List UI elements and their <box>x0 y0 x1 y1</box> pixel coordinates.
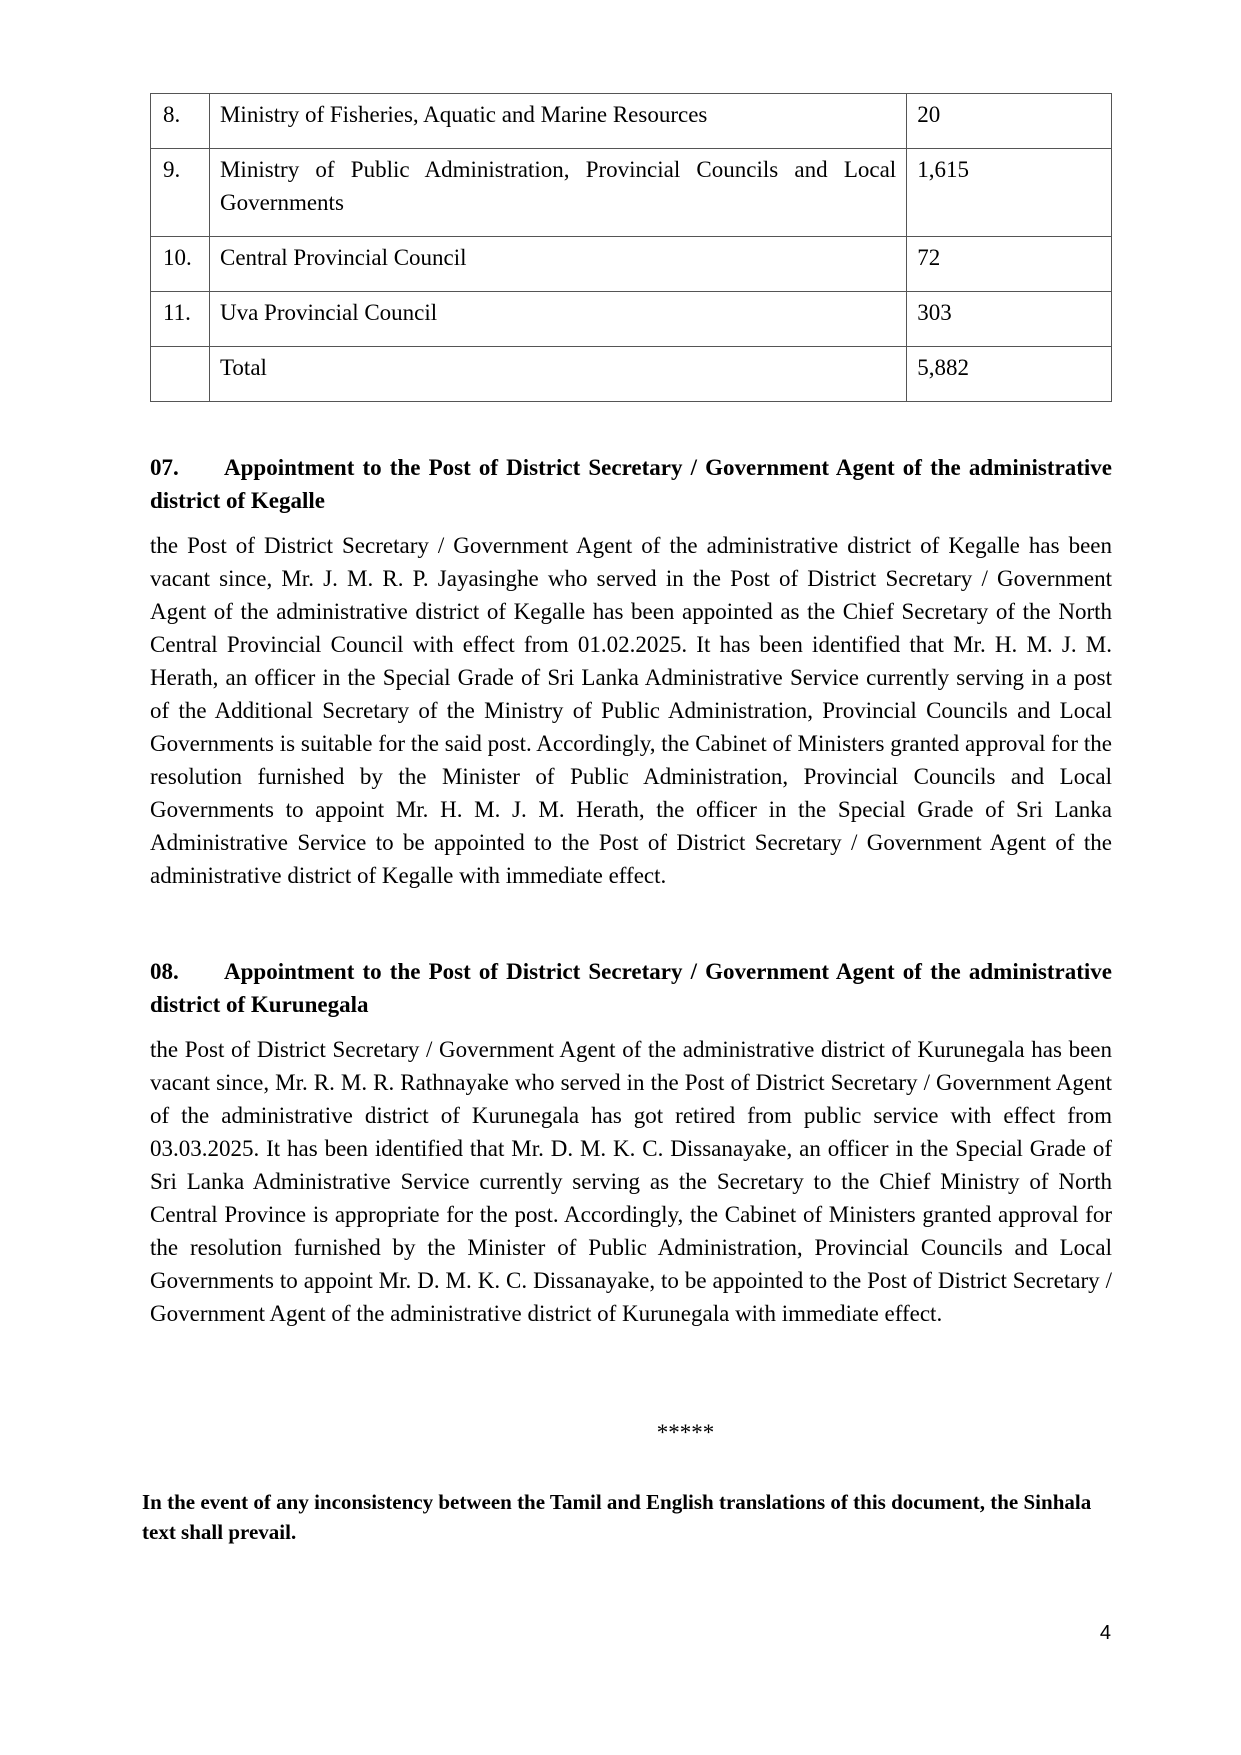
section-07 <box>150 451 1112 892</box>
section-body: the Post of District Secretary / Government Agent of the administrative district of Kurunegala has been vacant since, Mr. R. M. R. Rathnayake who served in the Post of District Secretary / Government Agent of the administrative district of Kurunegala has got retired from public service with effect from 03.03.2025. It has been identified that Mr. D. M. K. C. Dissanayake, an officer in the Special Grade of Sri Lanka Administrative Service currently serving as the Secretary to the Chief Ministry of North Central Province is appropriate for the post. Accordingly, the Cabinet of Ministers granted approval for the resolution furnished by the Minister of Public Administration, Provincial Councils and Local Governments to appoint Mr. D. M. K. C. Dissanayake, to be appointed to the Post of District Secretary / Government Agent of the administrative district of Kurunegala with immediate effect. <box>150 1037 1112 1326</box>
row-name: Ministry of Fisheries, Aquatic and Marine Resources <box>209 94 906 149</box>
row-name: Total <box>209 347 906 402</box>
row-name: Ministry of Public Administration, Provincial Councils and Local Governments <box>209 149 906 237</box>
section-heading <box>150 955 1112 1021</box>
row-number: 8. <box>151 94 210 149</box>
section-separator: ***** <box>656 1420 715 1445</box>
section-body: the Post of District Secretary / Government Agent of the administrative district of Kegalle has been vacant since, Mr. J. M. R. P. Jayasinghe who served in the Post of District Secretary / Government Agent of the administrative district of Kegalle has been appointed as the Chief Secretary of the North Central Provincial Council with effect from 01.02.2025. It has been identified that Mr. H. M. J. M. Herath, an officer in the Special Grade of Sri Lanka Administrative Service currently serving in a post of the Additional Secretary of the Ministry of Public Administration, Provincial Councils and Local Governments is suitable for the said post. Accordingly, the Cabinet of Ministers granted approval for the resolution furnished by the Minister of Public Administration, Provincial Councils and Local Governments to appoint Mr. H. M. J. M. Herath, the officer in the Special Grade of Sri Lanka Administrative Service to be appointed to the Post of District Secretary / Government Agent of the administrative district of Kegalle with immediate effect. <box>150 533 1112 888</box>
row-name: Central Provincial Council <box>209 237 906 292</box>
table-row <box>151 237 1112 292</box>
section-number: 07. <box>150 455 179 480</box>
section-08 <box>150 955 1112 1330</box>
allocation-table <box>150 93 1112 402</box>
table-row <box>151 292 1112 347</box>
row-number: 11. <box>151 292 210 347</box>
table-total-row <box>151 347 1112 402</box>
page-number: 4 <box>1099 1622 1111 1644</box>
section-title: Appointment to the Post of District Secretary / Government Agent of the administrative district of Kurunegala <box>150 959 1112 1017</box>
row-value: 303 <box>907 292 1112 347</box>
row-number: 9. <box>151 149 210 237</box>
row-value: 1,615 <box>907 149 1112 237</box>
table-row <box>151 94 1112 149</box>
row-number <box>151 347 210 402</box>
row-value: 20 <box>907 94 1112 149</box>
row-value: 5,882 <box>907 347 1112 402</box>
row-value: 72 <box>907 237 1112 292</box>
row-name: Uva Provincial Council <box>209 292 906 347</box>
table-row <box>151 149 1112 237</box>
translation-note: In the event of any inconsistency between the Tamil and English translations of this document, the Sinhala text shall prevail. <box>142 1490 1092 1544</box>
section-number: 08. <box>150 959 179 984</box>
section-heading <box>150 451 1112 517</box>
row-number: 10. <box>151 237 210 292</box>
section-title: Appointment to the Post of District Secretary / Government Agent of the administrative district of Kegalle <box>150 455 1112 513</box>
